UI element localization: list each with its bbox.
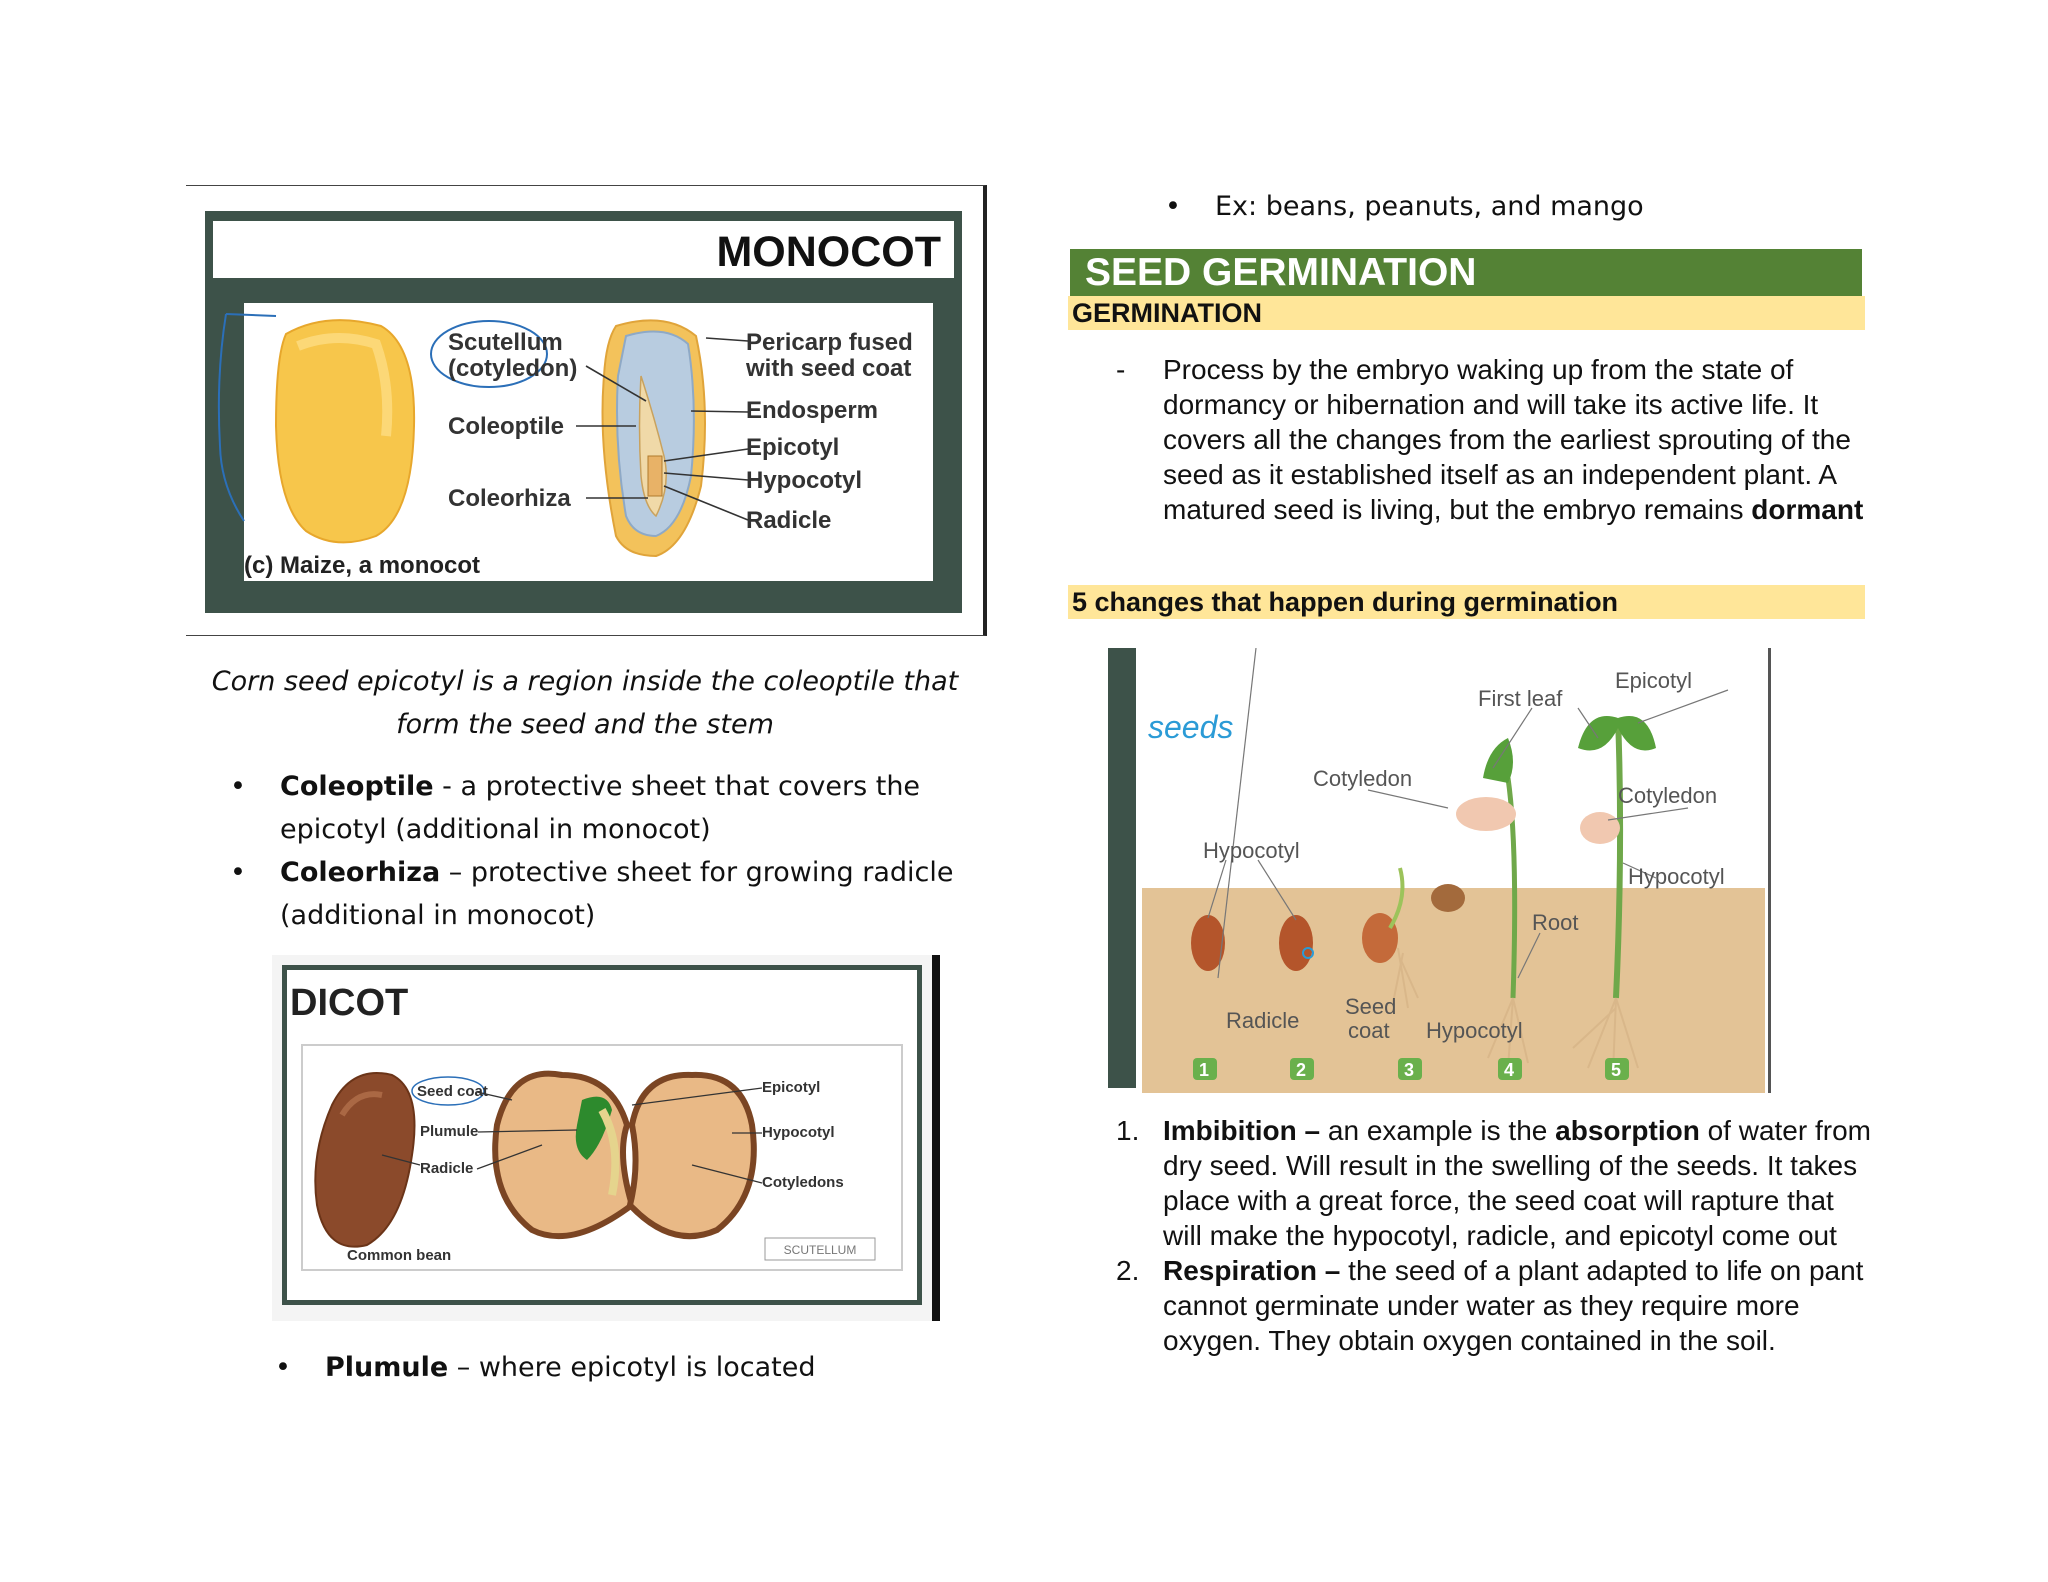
list-item — [275, 1346, 975, 1389]
label-scutellum: Scutellum — [448, 329, 563, 356]
germination-header: GERMINATION — [1068, 296, 1865, 330]
definition-text — [1163, 352, 1868, 527]
changes-header: 5 changes that happen during germination — [1068, 585, 1865, 619]
label-epicotyl: Epicotyl — [746, 434, 840, 461]
stage-2-label: 2 — [1296, 1060, 1307, 1080]
label-root: Root — [1532, 910, 1579, 935]
item-text: an example is the — [1320, 1115, 1556, 1146]
label-coleorhiza: Coleorhiza — [448, 485, 571, 512]
item-bold: absorption — [1555, 1115, 1700, 1146]
list-item — [1165, 185, 1865, 228]
bullet-term: Plumule — [325, 1352, 449, 1383]
label-hypocotyl-left: Hypocotyl — [1203, 838, 1300, 863]
item-text: the seed of a plant adapted to life on pant cannot germinate under water as they require more oxygen. They obtain oxygen contained in the soil. — [1163, 1255, 1864, 1356]
label-scutellum: SCUTELLUM — [783, 1243, 857, 1257]
bullet-text: - a protective sheet that covers the epicotyl (additional in monocot) — [280, 771, 921, 845]
caption-line-1: Corn seed epicotyl is a region inside the coleoptile that — [211, 666, 959, 697]
dicot-title: DICOT — [290, 982, 409, 1024]
monocot-sub-caption: (c) Maize, a monocot — [244, 552, 481, 579]
stage-1-label: 1 — [1199, 1060, 1210, 1080]
label-cotyledon-right: Cotyledon — [1618, 783, 1718, 808]
label-coleoptile: Coleoptile — [448, 413, 565, 440]
label-cotyledon-left: Cotyledon — [1313, 766, 1413, 791]
dicot-seed-figure — [272, 955, 940, 1321]
stage-4-label: 4 — [1504, 1060, 1515, 1080]
list-item — [230, 851, 970, 937]
label-plumule: Plumule — [420, 1123, 479, 1140]
item-term: Imbibition – — [1163, 1115, 1321, 1146]
label-radicle: Radicle — [746, 507, 832, 534]
item-text-end: of water from dry seed. Will result in the swelling of the seeds. It takes place with a great force, the seed coat will rapture that will make the hypocotyl, radicle, and epicotyl come out — [1163, 1115, 1871, 1251]
bullet-text: – where epicotyl is located — [448, 1352, 816, 1383]
label-hypocotyl: Hypocotyl — [746, 467, 863, 494]
definition-dash: - — [1116, 354, 1126, 385]
label-cotyledons: Cotyledons — [762, 1174, 844, 1191]
definition-body: Process by the embryo waking up from the state of dormancy or hibernation and will take its active life. It covers all the changes from the earliest sprouting of the seed as it established itself as an independent plant. A matured seed is living, but the embryo remains — [1163, 354, 1851, 525]
label-epicotyl: Epicotyl — [1615, 668, 1693, 693]
item-number: 1. — [1116, 1115, 1140, 1146]
handwriting-text: seeds — [1148, 709, 1234, 745]
item-term: Respiration – — [1163, 1255, 1341, 1286]
label-first-leaf: First leaf — [1478, 686, 1563, 711]
label-radicle: Radicle — [420, 1160, 474, 1177]
bullet-term: Coleorhiza — [280, 857, 441, 888]
label-epicotyl: Epicotyl — [762, 1079, 821, 1096]
list-item — [230, 765, 970, 851]
label-radicle: Radicle — [1226, 1008, 1300, 1033]
label-common-bean: Common bean — [347, 1247, 452, 1264]
label-pericarp: Pericarp fused — [746, 329, 913, 356]
label-hypocotyl-right: Hypocotyl — [1628, 864, 1725, 889]
bullet-term: Coleoptile — [280, 771, 434, 802]
label-hypocotyl: Hypocotyl — [762, 1124, 835, 1141]
germination-stages-figure — [1108, 648, 1773, 1098]
caption-line-2: form the seed and the stem — [396, 709, 774, 740]
label-seed-coat: Seed coat — [417, 1083, 488, 1100]
definition-bold: dormant — [1751, 494, 1864, 525]
monocot-caption — [200, 660, 970, 746]
example-bullet-list — [1165, 185, 1865, 228]
example-text: Ex: beans, peanuts, and mango — [1215, 191, 1644, 222]
label-coat: coat — [1348, 1018, 1390, 1043]
bullet-icon: • — [275, 1352, 291, 1383]
monocot-title: MONOCOT — [716, 228, 941, 276]
monocot-bullet-list — [230, 765, 970, 937]
list-item — [1116, 1253, 1876, 1358]
item-number: 2. — [1116, 1255, 1140, 1286]
changes-list — [1116, 1113, 1876, 1358]
label-hypocotyl-bottom: Hypocotyl — [1426, 1018, 1523, 1043]
plumule-bullet-list — [275, 1346, 975, 1389]
stage-5-label: 5 — [1611, 1060, 1622, 1080]
section-title: SEED GERMINATION — [1085, 251, 1477, 294]
bullet-icon: • — [230, 857, 246, 888]
label-endosperm: Endosperm — [746, 397, 879, 424]
bullet-text: – protective sheet for growing radicle (additional in monocot) — [280, 857, 954, 931]
monocot-seed-figure — [186, 185, 987, 636]
list-item — [1116, 1113, 1876, 1253]
label-seed-coat: with seed coat — [746, 355, 912, 382]
label-seed: Seed — [1345, 994, 1397, 1019]
stage-3-label: 3 — [1404, 1060, 1415, 1080]
label-cotyledon: (cotyledon) — [448, 355, 578, 382]
bullet-icon: • — [1165, 191, 1181, 222]
bullet-icon: • — [230, 771, 246, 802]
